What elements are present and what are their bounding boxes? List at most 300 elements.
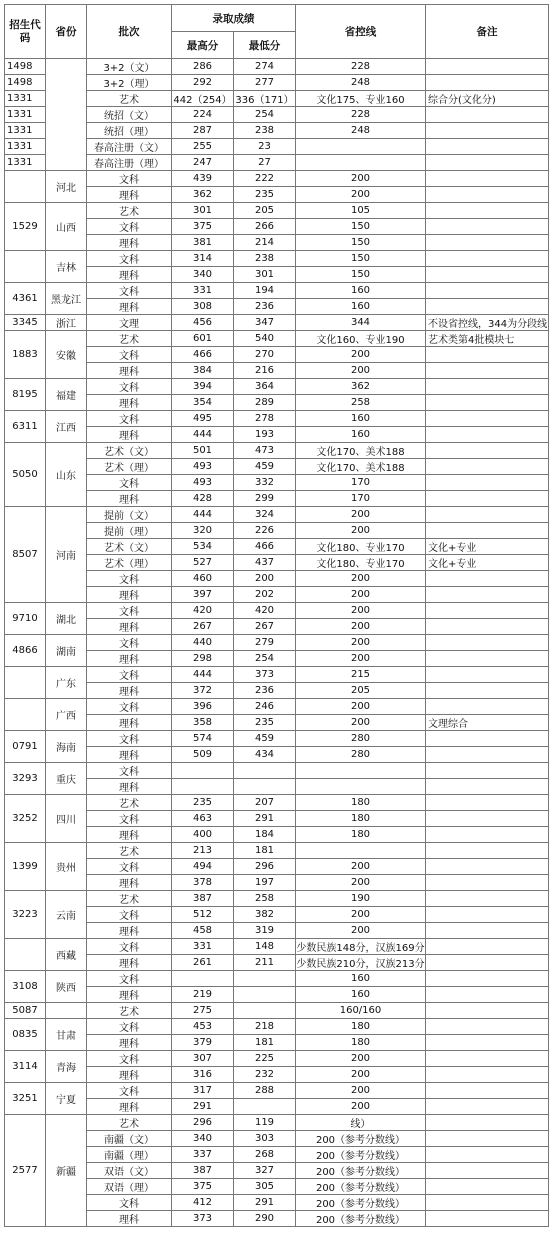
control-line-cell <box>296 763 426 779</box>
note-cell <box>426 1099 549 1115</box>
header-max: 最高分 <box>172 32 234 59</box>
control-line-cell: 180 <box>296 1019 426 1035</box>
note-cell <box>426 347 549 363</box>
table-row <box>5 955 549 971</box>
max-score-cell: 460 <box>172 571 234 587</box>
control-line-cell: 200 <box>296 571 426 587</box>
control-line-cell: 362 <box>296 379 426 395</box>
batch-cell: 艺术 <box>87 891 172 907</box>
batch-cell: 艺术 <box>87 331 172 347</box>
note-cell <box>426 795 549 811</box>
min-score-cell: 119 <box>234 1115 296 1131</box>
code-cell: 3345 <box>5 315 46 331</box>
note-cell <box>426 1195 549 1211</box>
min-score-cell: 211 <box>234 955 296 971</box>
note-cell <box>426 139 549 155</box>
note-cell <box>426 491 549 507</box>
note-cell <box>426 1147 549 1163</box>
min-score-cell: 319 <box>234 923 296 939</box>
min-score-cell: 291 <box>234 811 296 827</box>
table-row <box>5 571 549 587</box>
min-score-cell: 540 <box>234 331 296 347</box>
control-line-cell: 200（参考分数线） <box>296 1131 426 1147</box>
note-cell <box>426 939 549 955</box>
min-score-cell: 288 <box>234 1083 296 1099</box>
max-score-cell: 316 <box>172 1067 234 1083</box>
batch-cell: 文科 <box>87 1195 172 1211</box>
note-cell <box>426 667 549 683</box>
batch-cell: 理科 <box>87 747 172 763</box>
batch-cell: 理科 <box>87 651 172 667</box>
batch-cell: 理科 <box>87 587 172 603</box>
max-score-cell: 495 <box>172 411 234 427</box>
table-row <box>5 395 549 411</box>
control-line-cell: 线） <box>296 1115 426 1131</box>
code-cell <box>5 699 46 731</box>
batch-cell: 文科 <box>87 939 172 955</box>
batch-cell: 理科 <box>87 827 172 843</box>
table-row <box>5 347 549 363</box>
batch-cell: 文科 <box>87 1019 172 1035</box>
note-cell <box>426 843 549 859</box>
max-score-cell: 444 <box>172 507 234 523</box>
control-line-cell: 170 <box>296 491 426 507</box>
batch-cell: 理科 <box>87 1035 172 1051</box>
control-line-cell: 200 <box>296 635 426 651</box>
table-row <box>5 331 549 347</box>
table-row <box>5 155 549 171</box>
min-score-cell: 226 <box>234 523 296 539</box>
batch-cell: 文科 <box>87 811 172 827</box>
table-row <box>5 1211 549 1227</box>
note-cell <box>426 811 549 827</box>
batch-cell: 3+2（理） <box>87 75 172 91</box>
table-row <box>5 1115 549 1131</box>
table-row <box>5 891 549 907</box>
min-score-cell <box>234 779 296 795</box>
note-cell <box>426 683 549 699</box>
note-cell <box>426 251 549 267</box>
control-line-cell: 200（参考分数线） <box>296 1179 426 1195</box>
note-cell: 综合分(文化分) <box>426 91 549 107</box>
code-cell: 1331 <box>5 123 46 139</box>
batch-cell: 文科 <box>87 859 172 875</box>
max-score-cell: 387 <box>172 891 234 907</box>
max-score-cell: 362 <box>172 187 234 203</box>
min-score-cell: 207 <box>234 795 296 811</box>
province-cell: 甘肃 <box>46 1019 87 1051</box>
note-cell <box>426 571 549 587</box>
max-score-cell: 440 <box>172 635 234 651</box>
batch-cell: 文科 <box>87 347 172 363</box>
note-cell <box>426 395 549 411</box>
table-row <box>5 59 549 75</box>
control-line-cell <box>296 779 426 795</box>
max-score-cell: 493 <box>172 475 234 491</box>
max-score-cell: 381 <box>172 235 234 251</box>
batch-cell: 艺术（文） <box>87 443 172 459</box>
control-line-cell: 180 <box>296 811 426 827</box>
batch-cell: 理科 <box>87 1067 172 1083</box>
table-row <box>5 1147 549 1163</box>
control-line-cell: 200 <box>296 875 426 891</box>
header-batch: 批次 <box>87 5 172 59</box>
min-score-cell: 332 <box>234 475 296 491</box>
table-row <box>5 875 549 891</box>
note-cell <box>426 731 549 747</box>
table-row <box>5 187 549 203</box>
batch-cell: 理科 <box>87 923 172 939</box>
province-cell: 云南 <box>46 891 87 939</box>
min-score-cell: 270 <box>234 347 296 363</box>
max-score-cell: 527 <box>172 555 234 571</box>
control-line-cell: 200 <box>296 907 426 923</box>
max-score-cell: 261 <box>172 955 234 971</box>
min-score-cell: 238 <box>234 123 296 139</box>
max-score-cell: 235 <box>172 795 234 811</box>
control-line-cell: 200 <box>296 699 426 715</box>
table-row <box>5 1131 549 1147</box>
min-score-cell: 327 <box>234 1163 296 1179</box>
control-line-cell: 150 <box>296 219 426 235</box>
control-line-cell: 200 <box>296 923 426 939</box>
min-score-cell: 279 <box>234 635 296 651</box>
max-score-cell: 358 <box>172 715 234 731</box>
province-cell: 青海 <box>46 1051 87 1083</box>
note-cell <box>426 283 549 299</box>
control-line-cell: 200 <box>296 1099 426 1115</box>
max-score-cell: 255 <box>172 139 234 155</box>
min-score-cell: 148 <box>234 939 296 955</box>
control-line-cell: 200（参考分数线） <box>296 1195 426 1211</box>
control-line-cell <box>296 139 426 155</box>
max-score-cell: 286 <box>172 59 234 75</box>
admission-scores-table <box>4 4 549 1227</box>
note-cell <box>426 363 549 379</box>
note-cell <box>426 603 549 619</box>
max-score-cell: 384 <box>172 363 234 379</box>
batch-cell: 艺术（文） <box>87 539 172 555</box>
table-row <box>5 587 549 603</box>
table-row <box>5 107 549 123</box>
note-cell <box>426 411 549 427</box>
header-min: 最低分 <box>234 32 296 59</box>
batch-cell: 文科 <box>87 171 172 187</box>
table-row <box>5 651 549 667</box>
max-score-cell: 375 <box>172 219 234 235</box>
note-cell <box>426 779 549 795</box>
note-cell <box>426 635 549 651</box>
table-row <box>5 235 549 251</box>
note-cell <box>426 267 549 283</box>
max-score-cell: 444 <box>172 667 234 683</box>
min-score-cell: 382 <box>234 907 296 923</box>
header-province: 省份 <box>46 5 87 59</box>
min-score-cell: 466 <box>234 539 296 555</box>
note-cell <box>426 1211 549 1227</box>
province-cell <box>46 59 87 171</box>
table-row <box>5 827 549 843</box>
batch-cell: 艺术 <box>87 203 172 219</box>
header-note: 备注 <box>426 5 549 59</box>
control-line-cell: 200 <box>296 1051 426 1067</box>
code-cell: 1498 <box>5 59 46 75</box>
table-row <box>5 923 549 939</box>
control-line-cell: 200 <box>296 1067 426 1083</box>
table-row <box>5 1051 549 1067</box>
code-cell: 1529 <box>5 203 46 251</box>
control-line-cell: 200 <box>296 603 426 619</box>
max-score-cell: 307 <box>172 1051 234 1067</box>
province-cell: 新疆 <box>46 1115 87 1227</box>
control-line-cell: 190 <box>296 891 426 907</box>
code-cell <box>5 171 46 203</box>
min-score-cell: 268 <box>234 1147 296 1163</box>
max-score-cell: 456 <box>172 315 234 331</box>
batch-cell: 文科 <box>87 379 172 395</box>
batch-cell: 理科 <box>87 715 172 731</box>
control-line-cell: 200（参考分数线） <box>296 1211 426 1227</box>
max-score-cell: 444 <box>172 427 234 443</box>
batch-cell: 南疆（理） <box>87 1147 172 1163</box>
max-score-cell: 247 <box>172 155 234 171</box>
note-cell: 艺术类第4批模块七 <box>426 331 549 347</box>
batch-cell: 文科 <box>87 667 172 683</box>
province-cell: 湖南 <box>46 635 87 667</box>
code-cell: 6311 <box>5 411 46 443</box>
min-score-cell: 303 <box>234 1131 296 1147</box>
code-cell: 3251 <box>5 1083 46 1115</box>
max-score-cell: 314 <box>172 251 234 267</box>
max-score-cell: 340 <box>172 267 234 283</box>
control-line-cell: 105 <box>296 203 426 219</box>
min-score-cell: 301 <box>234 267 296 283</box>
code-cell <box>5 251 46 283</box>
note-cell <box>426 1035 549 1051</box>
max-score-cell: 420 <box>172 603 234 619</box>
control-line-cell: 200 <box>296 619 426 635</box>
min-score-cell: 459 <box>234 459 296 475</box>
min-score-cell: 420 <box>234 603 296 619</box>
min-score-cell: 347 <box>234 315 296 331</box>
table-row <box>5 251 549 267</box>
min-score-cell: 437 <box>234 555 296 571</box>
min-score-cell: 23 <box>234 139 296 155</box>
min-score-cell: 277 <box>234 75 296 91</box>
batch-cell: 理科 <box>87 1211 172 1227</box>
note-cell <box>426 299 549 315</box>
max-score-cell: 601 <box>172 331 234 347</box>
max-score-cell: 396 <box>172 699 234 715</box>
min-score-cell: 364 <box>234 379 296 395</box>
max-score-cell: 331 <box>172 939 234 955</box>
code-cell: 3252 <box>5 795 46 843</box>
max-score-cell: 463 <box>172 811 234 827</box>
table-row <box>5 1195 549 1211</box>
table-row <box>5 907 549 923</box>
max-score-cell: 574 <box>172 731 234 747</box>
batch-cell: 双语（理） <box>87 1179 172 1195</box>
batch-cell: 文科 <box>87 283 172 299</box>
code-cell: 9710 <box>5 603 46 635</box>
min-score-cell: 235 <box>234 715 296 731</box>
batch-cell: 文理 <box>87 315 172 331</box>
min-score-cell: 254 <box>234 107 296 123</box>
control-line-cell: 280 <box>296 747 426 763</box>
control-line-cell: 150 <box>296 267 426 283</box>
max-score-cell: 373 <box>172 1211 234 1227</box>
batch-cell: 艺术 <box>87 843 172 859</box>
code-cell: 1399 <box>5 843 46 891</box>
table-row <box>5 203 549 219</box>
batch-cell: 文科 <box>87 411 172 427</box>
max-score-cell: 337 <box>172 1147 234 1163</box>
table-row <box>5 1179 549 1195</box>
control-line-cell: 280 <box>296 731 426 747</box>
min-score-cell: 236 <box>234 299 296 315</box>
max-score-cell: 494 <box>172 859 234 875</box>
control-line-cell: 160/160 <box>296 1003 426 1019</box>
max-score-cell: 298 <box>172 651 234 667</box>
batch-cell: 统招（文） <box>87 107 172 123</box>
batch-cell: 理科 <box>87 619 172 635</box>
batch-cell: 理科 <box>87 987 172 1003</box>
header-control: 省控线 <box>296 5 426 59</box>
min-score-cell: 336（171） <box>234 91 296 107</box>
min-score-cell: 459 <box>234 731 296 747</box>
control-line-cell: 160 <box>296 283 426 299</box>
code-cell: 8195 <box>5 379 46 411</box>
note-cell <box>426 1067 549 1083</box>
max-score-cell: 372 <box>172 683 234 699</box>
control-line-cell: 150 <box>296 235 426 251</box>
min-score-cell <box>234 1099 296 1115</box>
table-row <box>5 523 549 539</box>
control-line-cell: 248 <box>296 75 426 91</box>
min-score-cell: 266 <box>234 219 296 235</box>
min-score-cell: 373 <box>234 667 296 683</box>
table-row <box>5 779 549 795</box>
max-score-cell: 501 <box>172 443 234 459</box>
control-line-cell: 文化170、美术188 <box>296 443 426 459</box>
province-cell: 宁夏 <box>46 1083 87 1115</box>
min-score-cell: 291 <box>234 1195 296 1211</box>
batch-cell: 文科 <box>87 475 172 491</box>
table-row <box>5 91 549 107</box>
note-cell <box>426 987 549 1003</box>
code-cell: 1331 <box>5 155 46 171</box>
province-cell: 浙江 <box>46 315 87 331</box>
max-score-cell: 296 <box>172 1115 234 1131</box>
batch-cell: 文科 <box>87 763 172 779</box>
province-cell: 广西 <box>46 699 87 731</box>
min-score-cell: 184 <box>234 827 296 843</box>
note-cell <box>426 923 549 939</box>
note-cell <box>426 827 549 843</box>
code-cell: 1331 <box>5 107 46 123</box>
batch-cell: 文科 <box>87 971 172 987</box>
min-score-cell: 193 <box>234 427 296 443</box>
max-score-cell: 493 <box>172 459 234 475</box>
control-line-cell: 160 <box>296 971 426 987</box>
min-score-cell: 267 <box>234 619 296 635</box>
table-row <box>5 75 549 91</box>
max-score-cell: 267 <box>172 619 234 635</box>
max-score-cell: 466 <box>172 347 234 363</box>
table-row <box>5 283 549 299</box>
note-cell <box>426 507 549 523</box>
min-score-cell: 434 <box>234 747 296 763</box>
min-score-cell: 222 <box>234 171 296 187</box>
min-score-cell: 181 <box>234 843 296 859</box>
max-score-cell: 442（254） <box>172 91 234 107</box>
control-line-cell: 200 <box>296 187 426 203</box>
code-cell: 3293 <box>5 763 46 795</box>
control-line-cell: 248 <box>296 123 426 139</box>
batch-cell: 文科 <box>87 731 172 747</box>
control-line-cell <box>296 843 426 859</box>
note-cell <box>426 219 549 235</box>
table-row <box>5 171 549 187</box>
max-score-cell: 397 <box>172 587 234 603</box>
min-score-cell: 27 <box>234 155 296 171</box>
batch-cell: 理科 <box>87 235 172 251</box>
max-score-cell: 379 <box>172 1035 234 1051</box>
note-cell <box>426 1163 549 1179</box>
control-line-cell: 160 <box>296 427 426 443</box>
min-score-cell: 214 <box>234 235 296 251</box>
province-cell: 重庆 <box>46 763 87 795</box>
batch-cell: 文科 <box>87 907 172 923</box>
batch-cell: 理科 <box>87 779 172 795</box>
note-cell <box>426 475 549 491</box>
code-cell: 2577 <box>5 1115 46 1227</box>
batch-cell: 理科 <box>87 491 172 507</box>
max-score-cell: 340 <box>172 1131 234 1147</box>
control-line-cell: 文化175、专业160 <box>296 91 426 107</box>
code-cell: 3108 <box>5 971 46 1003</box>
province-cell <box>46 1003 87 1019</box>
control-line-cell: 170 <box>296 475 426 491</box>
table-row <box>5 747 549 763</box>
control-line-cell: 200 <box>296 347 426 363</box>
province-cell: 陕西 <box>46 971 87 1003</box>
batch-cell: 文科 <box>87 219 172 235</box>
code-cell <box>5 939 46 971</box>
batch-cell: 文科 <box>87 699 172 715</box>
code-cell: 4361 <box>5 283 46 315</box>
header-code: 招生代码 <box>5 5 46 59</box>
note-cell <box>426 155 549 171</box>
min-score-cell: 305 <box>234 1179 296 1195</box>
code-cell: 0835 <box>5 1019 46 1051</box>
note-cell <box>426 235 549 251</box>
table-row <box>5 795 549 811</box>
note-cell <box>426 443 549 459</box>
max-score-cell: 308 <box>172 299 234 315</box>
batch-cell: 艺术 <box>87 1115 172 1131</box>
note-cell <box>426 1179 549 1195</box>
max-score-cell: 509 <box>172 747 234 763</box>
code-cell: 3223 <box>5 891 46 939</box>
max-score-cell <box>172 779 234 795</box>
note-cell <box>426 875 549 891</box>
max-score-cell: 224 <box>172 107 234 123</box>
note-cell <box>426 1051 549 1067</box>
max-score-cell: 458 <box>172 923 234 939</box>
table-row <box>5 731 549 747</box>
province-cell: 福建 <box>46 379 87 411</box>
